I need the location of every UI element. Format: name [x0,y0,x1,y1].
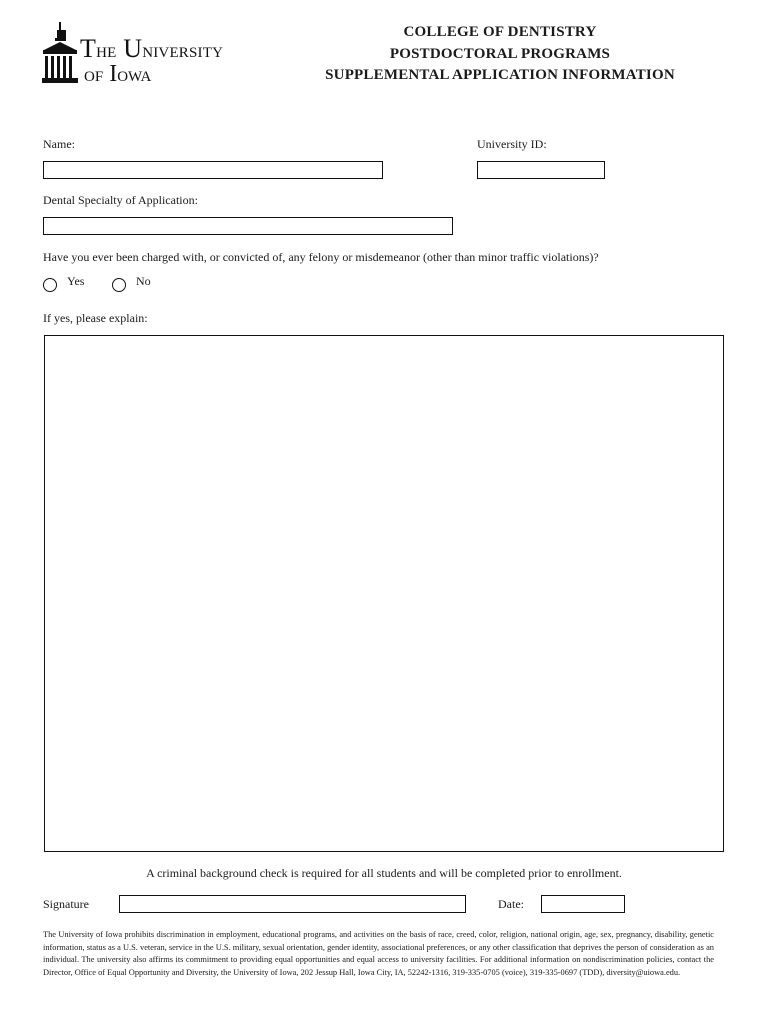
no-label: No [136,274,151,288]
signature-field[interactable] [119,895,466,913]
logo-wordmark-line2: of Iowa [84,61,152,87]
explain-textarea[interactable] [44,335,724,852]
university-id-label: University ID: [477,137,547,151]
name-field[interactable] [43,161,383,179]
university-id-field[interactable] [477,161,605,179]
no-radio[interactable] [112,278,126,292]
university-logo [42,22,267,88]
yes-option[interactable] [43,276,84,292]
explain-label: If yes, please explain: [43,311,148,325]
yes-label: Yes [67,274,85,288]
date-field[interactable] [541,895,625,913]
specialty-field[interactable] [43,217,453,235]
specialty-label: Dental Specialty of Application: [43,193,198,207]
old-capitol-icon [42,22,78,86]
yes-radio[interactable] [43,278,57,292]
criminal-history-question: Have you ever been charged with, or convicted of, any felony or misdemeanor (other than minor traffic violations)? [43,250,599,264]
name-label: Name: [43,137,75,151]
document-header [290,22,710,87]
header-college: COLLEGE OF DENTISTRY [403,24,597,40]
header-programs: POSTDOCTORAL PROGRAMS [389,45,611,62]
signature-label: Signature [43,897,89,911]
logo-wordmark-line1: The University [80,34,224,63]
header-form-title: SUPPLEMENTAL APPLICATION INFORMATION [325,67,675,83]
nondiscrimination-statement: The University of Iowa prohibits discrimination in employment, educational programs, and activities on the basis of race, creed, color, religion, national origin, age, sex, pregnancy, disability, genetic information, status as a U.S. veteran, service in the U.S. military, sexual orientation, gender identity, associational preferences, or any other classification that deprives the person of consideration as an individual. The university also affirms its commitment to providing equal opportunities and equal access to university facilities. For additional information on nondiscrimination policies, contact the Director, Office of Equal Opportunity and Diversity, the University of Iowa, 202 Jessup Hall, Iowa City, IA, 52242-1316, 319-335-0705 (voice), 319-335-0697 (TDD), diversity@uiowa.edu. [43,930,714,977]
date-label: Date: [498,897,524,911]
no-option[interactable] [112,276,151,292]
background-check-notice: A criminal background check is required for all students and will be completed prior to enrollment. [146,866,622,880]
